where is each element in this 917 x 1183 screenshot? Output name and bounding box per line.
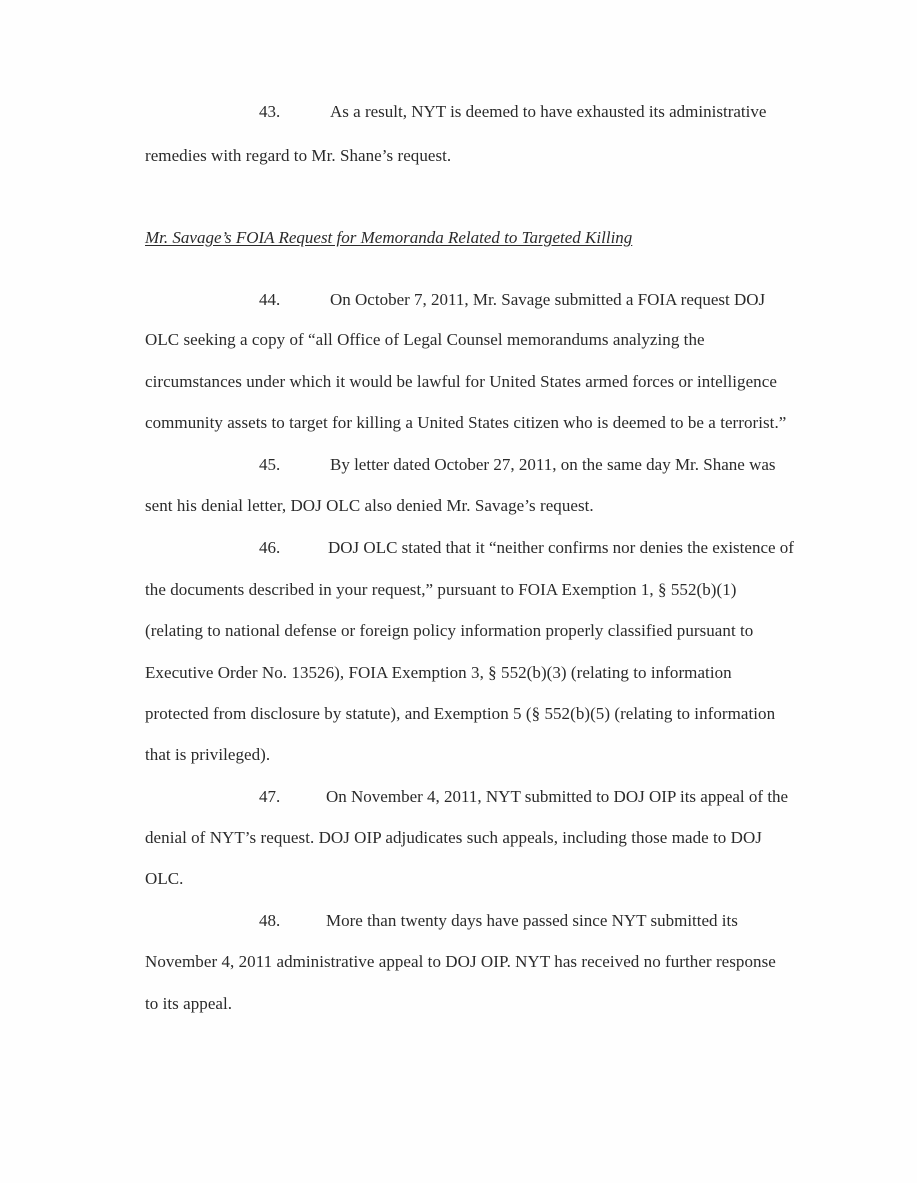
paragraph-text: the documents described in your request,” pursuant to FOIA Exemption 1, § 552(b)(1) [145,580,737,599]
paragraph-text: November 4, 2011 administrative appeal to DOJ OIP. NYT has received no further response [145,952,776,971]
paragraph-text: DOJ OLC stated that it “neither confirms nor denies the existence of [328,538,794,557]
paragraph-text: As a result, NYT is deemed to have exhausted its administrative [330,102,767,121]
paragraph-number: 43. [259,102,281,121]
paragraph-text: remedies with regard to Mr. Shane’s request. [145,146,452,165]
paragraph-text: that is privileged). [145,745,271,764]
paragraph-text: More than twenty days have passed since NYT submitted its [326,911,738,930]
paragraph-text: Executive Order No. 13526), FOIA Exemption 3, § 552(b)(3) (relating to information [145,663,732,682]
paragraph-number: 45. [259,455,281,474]
paragraph-text: circumstances under which it would be lawful for United States armed forces or intelligence [145,372,777,391]
paragraph-text: (relating to national defense or foreign policy information properly classified pursuant to [145,621,754,640]
paragraph-number: 47. [259,787,281,806]
paragraph-text: protected from disclosure by statute), and Exemption 5 (§ 552(b)(5) (relating to information [145,704,776,723]
paragraph-text: to its appeal. [145,994,233,1013]
paragraph-text: On October 7, 2011, Mr. Savage submitted a FOIA request DOJ [330,290,766,309]
paragraph-text: By letter dated October 27, 2011, on the same day Mr. Shane was [330,455,776,474]
paragraph-text: OLC. [145,869,184,888]
paragraph-number: 46. [259,538,281,557]
paragraph-text: On November 4, 2011, NYT submitted to DOJ OIP its appeal of the [326,787,789,806]
paragraph-text: denial of NYT’s request. DOJ OIP adjudicates such appeals, including those made to DOJ [145,828,762,847]
section-heading: Mr. Savage’s FOIA Request for Memoranda Related to Targeted Killing [145,228,633,247]
paragraph-text: community assets to target for killing a United States citizen who is deemed to be a terrorist.” [145,413,787,432]
paragraph-number: 44. [259,290,281,309]
paragraph-text: sent his denial letter, DOJ OLC also denied Mr. Savage’s request. [145,496,594,515]
paragraph-number: 48. [259,911,281,930]
paragraph-text: OLC seeking a copy of “all Office of Legal Counsel memorandums analyzing the [145,330,705,349]
